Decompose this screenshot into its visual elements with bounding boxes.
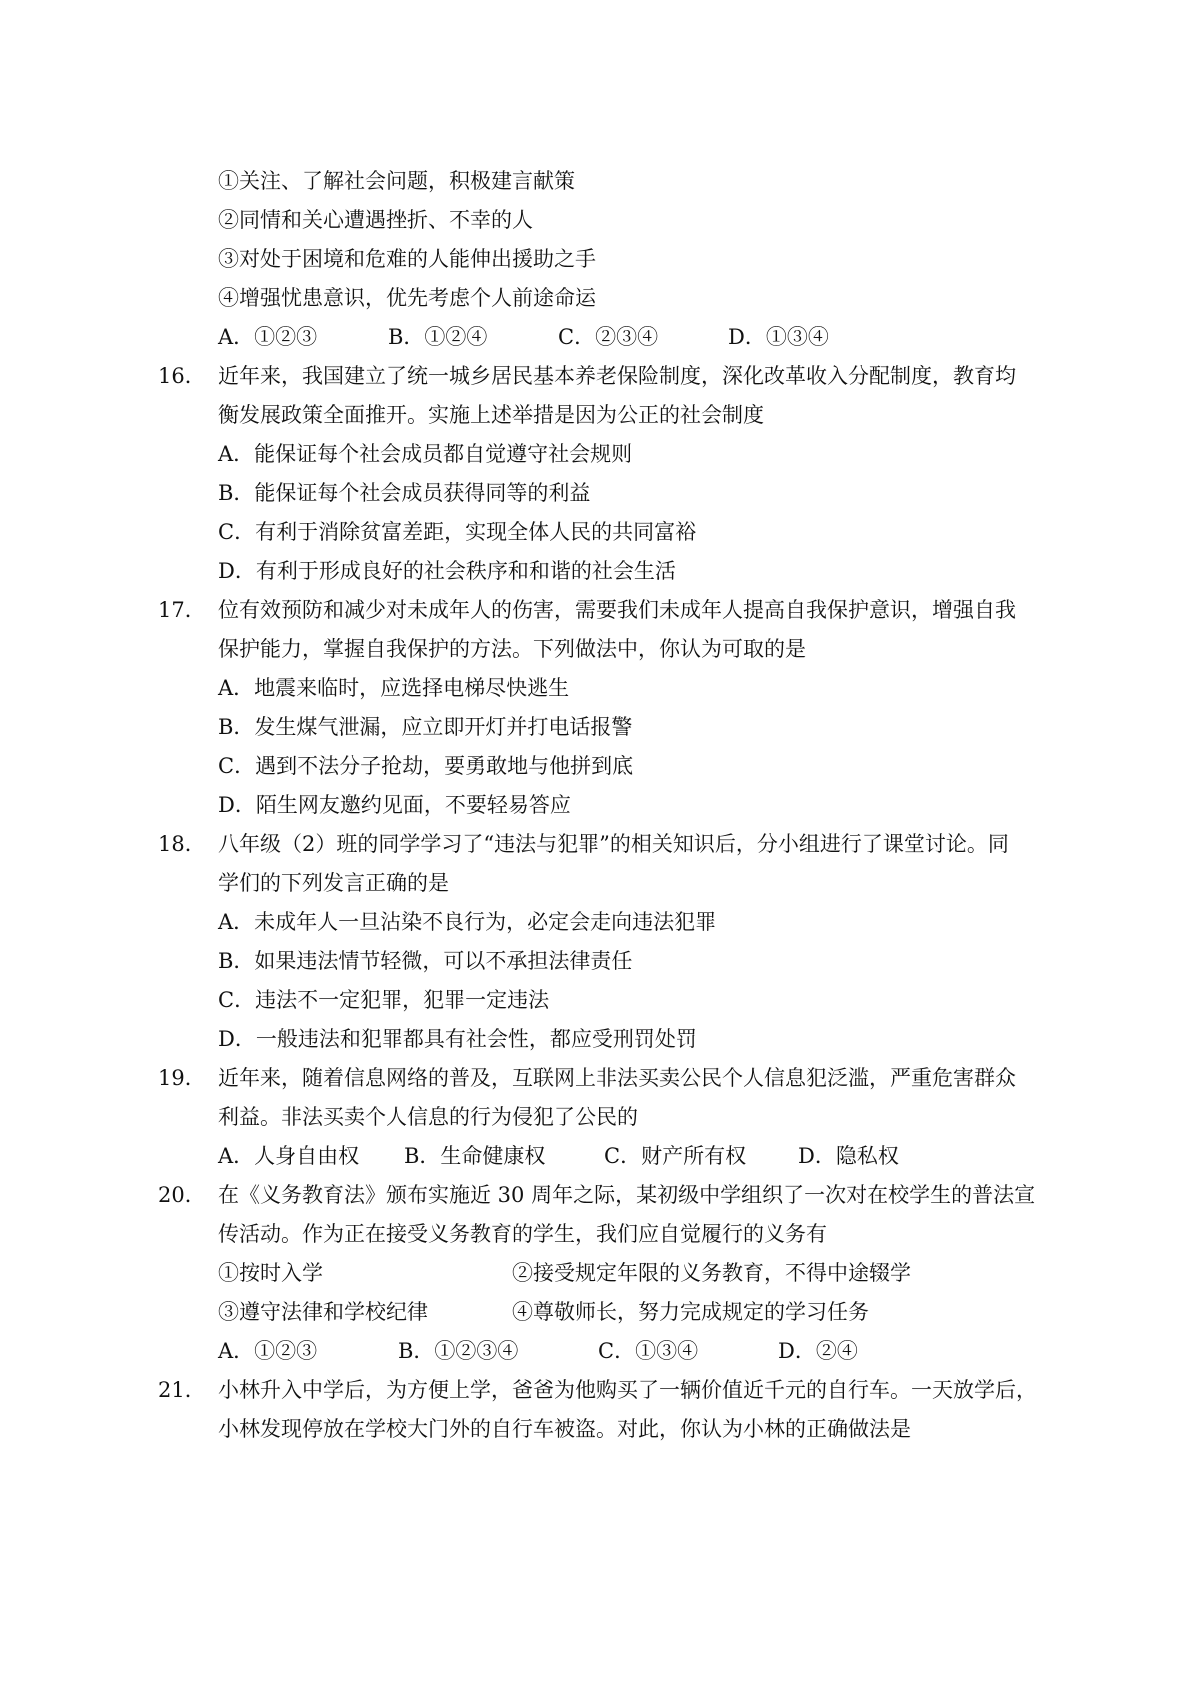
q17-stem-text-1: 位有效预防和减少对未成年人的伤害，需要我们未成年人提高自我保护意识，增强自我 (218, 598, 1016, 622)
q17-option-c: C．遇到不法分子抢劫，要勇敢地与他拼到底 (218, 754, 634, 778)
q17-stem-line-2: 保护能力，掌握自我保护的方法。下列做法中，你认为可取的是 (218, 637, 806, 661)
q16-option-d: D．有利于形成良好的社会秩序和和谐的社会生活 (218, 559, 676, 583)
q16-option-a: A．能保证每个社会成员都自觉遵守社会规则 (218, 442, 633, 466)
q15-option-a: A．①②③ (218, 325, 318, 349)
q17-number: 17． (158, 598, 206, 622)
q18-option-d: D．一般违法和犯罪都具有社会性，都应受刑罚处罚 (218, 1027, 697, 1051)
q18-stem-line-2: 学们的下列发言正确的是 (218, 871, 449, 895)
q20-option-b: B．①②③④ (398, 1339, 519, 1363)
q18-stem-text-1: 八年级（2）班的同学学习了“违法与犯罪”的相关知识后，分小组进行了课堂讨论。同 (218, 832, 1009, 856)
q20-item-4: ④尊敬师长，努力完成规定的学习任务 (512, 1300, 869, 1324)
q16-stem-line-2: 衡发展政策全面推开。实施上述举措是因为公正的社会制度 (218, 403, 764, 427)
q20-number: 20． (158, 1183, 206, 1207)
q21-stem-line-2: 小林发现停放在学校大门外的自行车被盗。对此，你认为小林的正确做法是 (218, 1417, 911, 1441)
q17-option-a: A．地震来临时，应选择电梯尽快逃生 (218, 676, 570, 700)
q20-item-3: ③遵守法律和学校纪律 (218, 1300, 428, 1324)
q15-item-3: ③对处于困境和危难的人能伸出援助之手 (218, 247, 596, 271)
q18-option-a: A．未成年人一旦沾染不良行为，必定会走向违法犯罪 (218, 910, 717, 934)
q18-option-c: C．违法不一定犯罪，犯罪一定违法 (218, 988, 550, 1012)
q15-option-d: D．①③④ (728, 325, 829, 349)
q18-option-b: B．如果违法情节轻微，可以不承担法律责任 (218, 949, 633, 973)
q15-item-2: ②同情和关心遭遇挫折、不幸的人 (218, 208, 533, 232)
q20-option-a: A．①②③ (218, 1339, 318, 1363)
q15-option-b: B．①②④ (388, 325, 488, 349)
q16-option-b: B．能保证每个社会成员获得同等的利益 (218, 481, 591, 505)
q16-stem-text-1: 近年来，我国建立了统一城乡居民基本养老保险制度，深化改革收入分配制度，教育均 (218, 364, 1016, 388)
q15-item-4: ④增强忧患意识，优先考虑个人前途命运 (218, 286, 596, 310)
q19-option-c: C．财产所有权 (604, 1144, 747, 1168)
q17-option-d: D．陌生网友邀约见面，不要轻易答应 (218, 793, 571, 817)
q15-item-1: ①关注、了解社会问题，积极建言献策 (218, 169, 575, 193)
q19-number: 19． (158, 1066, 206, 1090)
q21-number: 21． (158, 1378, 206, 1402)
q20-item-1: ①按时入学 (218, 1261, 323, 1285)
q20-item-2: ②接受规定年限的义务教育，不得中途辍学 (512, 1261, 911, 1285)
q18-number: 18． (158, 832, 206, 856)
q19-stem-line-2: 利益。非法买卖个人信息的行为侵犯了公民的 (218, 1105, 638, 1129)
q19-stem-text-1: 近年来，随着信息网络的普及，互联网上非法买卖公民个人信息犯泛滥，严重危害群众 (218, 1066, 1016, 1090)
q21-stem-text-1: 小林升入中学后，为方便上学，爸爸为他购买了一辆价值近千元的自行车。一天放学后， (218, 1378, 1037, 1402)
q19-option-d: D．隐私权 (798, 1144, 899, 1168)
q20-stem-line-2: 传活动。作为正在接受义务教育的学生，我们应自觉履行的义务有 (218, 1222, 827, 1246)
q19-option-b: B．生命健康权 (404, 1144, 546, 1168)
q20-stem-text-1: 在《义务教育法》颁布实施近 30 周年之际，某初级中学组织了一次对在校学生的普法宣 (218, 1183, 1036, 1207)
q16-option-c: C．有利于消除贫富差距，实现全体人民的共同富裕 (218, 520, 697, 544)
q20-option-c: C．①③④ (598, 1339, 699, 1363)
q17-option-b: B．发生煤气泄漏，应立即开灯并打电话报警 (218, 715, 633, 739)
q19-option-a: A．人身自由权 (218, 1144, 360, 1168)
q20-option-d: D．②④ (778, 1339, 858, 1363)
q16-number: 16． (158, 364, 206, 388)
q15-option-c: C．②③④ (558, 325, 659, 349)
